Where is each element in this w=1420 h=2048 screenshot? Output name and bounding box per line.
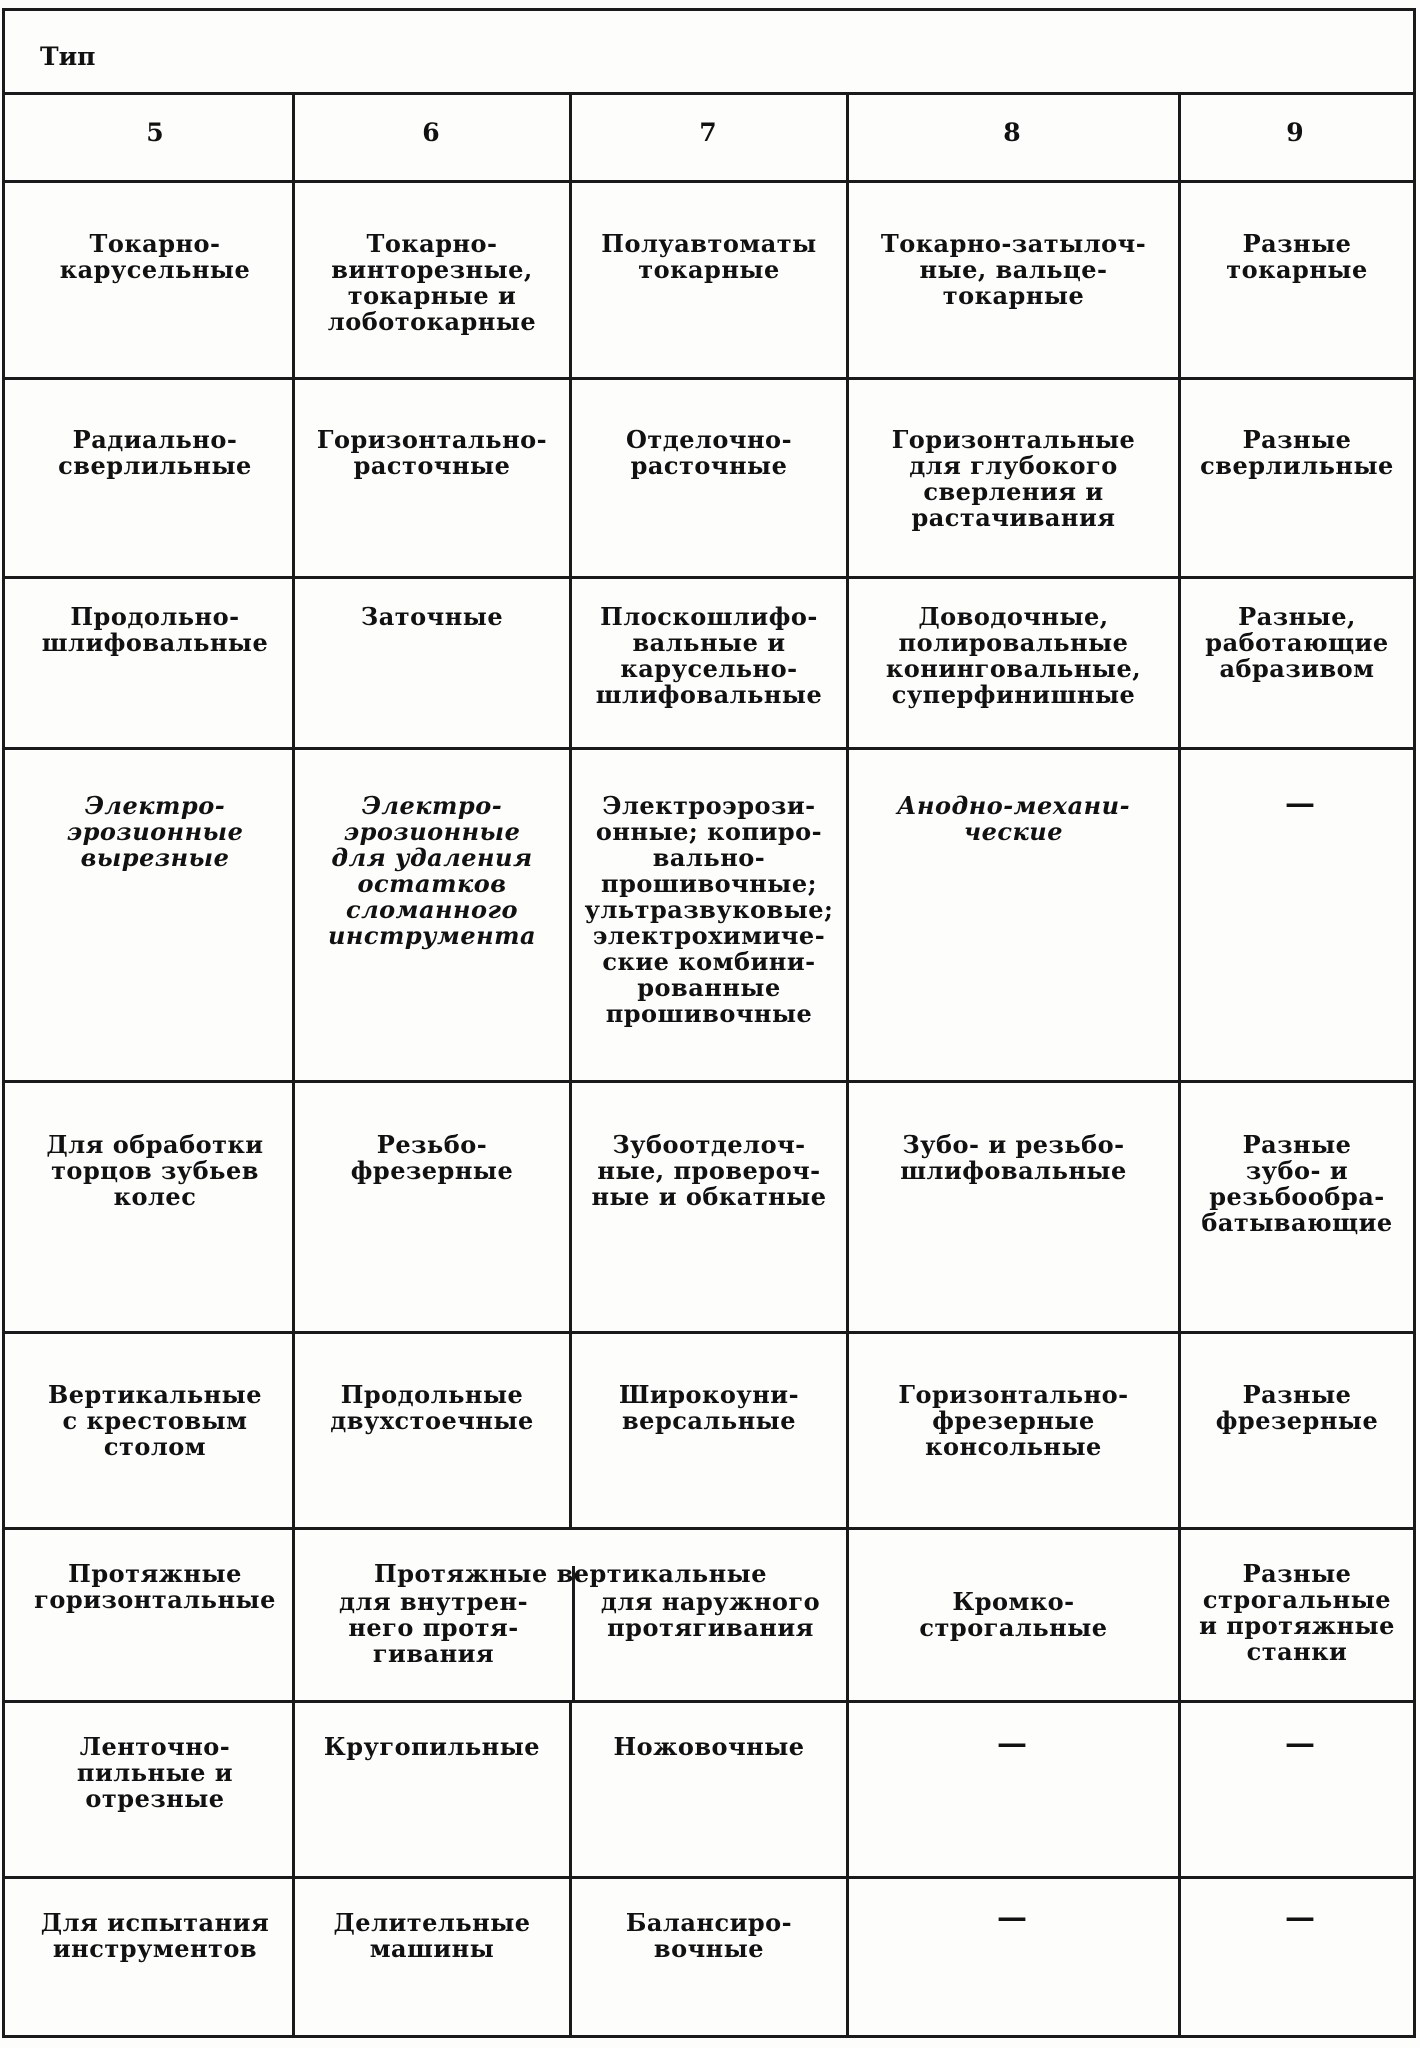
table-cell: Кромко- строгальные (919, 1587, 1108, 1642)
empty-dash: — (997, 1900, 1027, 1935)
table-cell: Разные строгальные и протяжные станки (1199, 1559, 1395, 1666)
table-cell: Полуавтоматы токарные (601, 229, 817, 284)
rule-row-1 (2, 377, 1416, 380)
rule-row-3 (2, 747, 1416, 750)
table-cell: Электро- эрозионные вырезные (66, 791, 244, 872)
table-cell: Для испытания инструментов (40, 1908, 270, 1963)
table-cell: Плоскошлифо- вальные и карусельно- шлифовальные (595, 602, 823, 709)
table-cell: Вертикальные с крестовым столом (48, 1380, 262, 1461)
rule-row-8 (2, 1876, 1416, 1879)
rule-row-6 (2, 1527, 1416, 1530)
table-cell: Широкоуни- версальные (618, 1380, 800, 1435)
table-cell: Разные зубо- и резьбообра- батывающие (1201, 1130, 1393, 1237)
table-cell: Для обработки торцов зубьев колес (46, 1130, 264, 1211)
table-cell: Токарно-затылоч- ные, вальце- токарные (880, 229, 1147, 310)
table-cell: Электро- эрозионные для удаления остатков сломанного инструмента (327, 791, 537, 950)
table-cell: Горизонтальные для глубокого сверления и растачивания (891, 425, 1136, 532)
rule-columns (2, 180, 1416, 183)
column-number-6: 6 (422, 118, 440, 147)
column-number-8: 8 (1003, 118, 1021, 147)
table-cell: Продольные двухстоечные (330, 1380, 534, 1435)
rule-row-5 (2, 1331, 1416, 1334)
empty-dash: — (997, 1726, 1027, 1761)
table-cell: Разные фрезерные (1215, 1380, 1379, 1435)
table-cell: для наружного протягивания (600, 1587, 821, 1642)
rule-row-2 (2, 576, 1416, 579)
empty-dash: — (1285, 1900, 1315, 1935)
empty-dash: — (1285, 1726, 1315, 1761)
col-rule-4 (1178, 92, 1181, 2038)
table-cell: для внутрен- него протя- гивания (338, 1587, 529, 1668)
table-cell: Разные сверлильные (1200, 425, 1394, 480)
table-cell: Горизонтально- фрезерные консольные (898, 1380, 1129, 1461)
table-cell: Заточные (360, 602, 504, 631)
table-cell: Отделочно- расточные (625, 425, 793, 480)
table-cell: Балансиро- вочные (625, 1908, 793, 1963)
table-cell: Разные токарные (1226, 229, 1368, 284)
table-cell: Токарно- винторезные, токарные и лоботокарные (327, 229, 537, 336)
table-cell: Доводочные, полировальные конинговальные, суперфинишные (885, 602, 1142, 709)
table-cell: Кругопильные (323, 1732, 541, 1761)
rule-row-4 (2, 1080, 1416, 1083)
col-rule-3 (846, 92, 849, 2038)
type-header: Тип (40, 42, 96, 71)
rule-header (2, 92, 1416, 95)
column-number-5: 5 (146, 118, 164, 147)
table-cell: Разные, работающие абразивом (1205, 602, 1389, 683)
merged-header: Протяжные вертикальные (374, 1559, 767, 1588)
table-cell: Зубо- и резьбо- шлифовальные (900, 1130, 1127, 1185)
column-number-9: 9 (1286, 118, 1304, 147)
table-cell: Электроэрози- онные; копиро- вально- прошивочные; ультразвуковые; электрохимиче- ские комбини- рованные прошивочные (584, 791, 834, 1028)
empty-dash: — (1285, 786, 1315, 821)
table-cell: Протяжные горизонтальные (34, 1559, 276, 1614)
table-cell: Продольно- шлифовальные (41, 602, 269, 657)
table-cell: Зубоотделоч- ные, провероч- ные и обкатные (591, 1130, 827, 1211)
column-number-7: 7 (699, 118, 717, 147)
table-cell: Токарно- карусельные (59, 229, 251, 284)
table-cell: Ножовочные (613, 1732, 805, 1761)
table-cell: Делительные машины (333, 1908, 531, 1963)
table-cell: Радиально- сверлильные (58, 425, 252, 480)
table-cell: Горизонтально- расточные (316, 425, 548, 480)
rule-row-7 (2, 1700, 1416, 1703)
table-cell: Резьбо- фрезерные (350, 1130, 514, 1185)
table-cell: Ленточно- пильные и отрезные (76, 1732, 234, 1813)
table-cell: Анодно-механи- ческие (896, 791, 1131, 846)
